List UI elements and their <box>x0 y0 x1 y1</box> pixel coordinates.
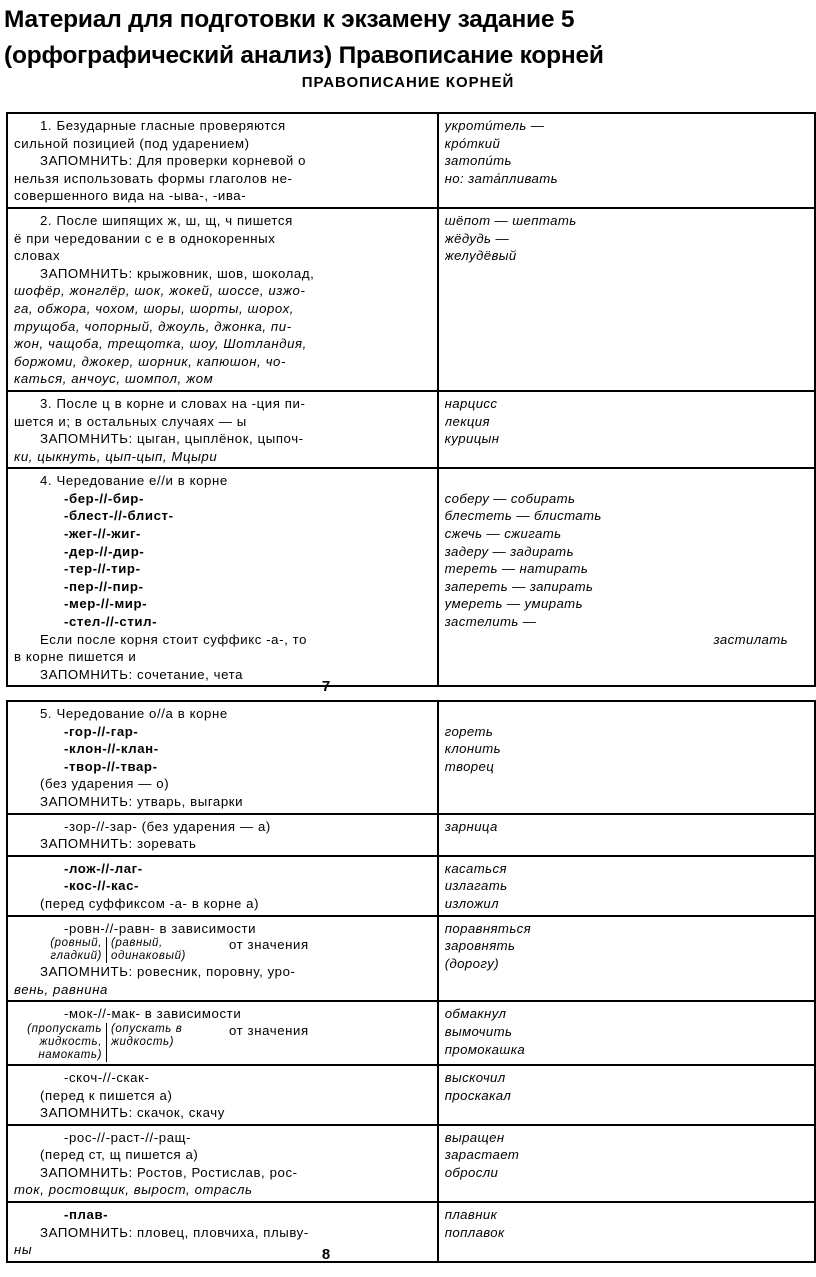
example-line: укротúтель — <box>444 118 545 133</box>
example-line: лекция <box>444 413 490 429</box>
example-line: творец <box>444 758 495 774</box>
example-line: застелить — <box>444 614 537 630</box>
example-line: изложил <box>444 895 499 911</box>
rule-line: -тер-//-тир- <box>64 561 141 577</box>
example-line: излагать <box>444 878 508 894</box>
rule-line: ЗАПОМНИТЬ: ровесник, поровну, уро- <box>40 964 296 980</box>
rule-examples-cell <box>438 1001 815 1065</box>
example-line: кро́ткий <box>444 135 501 151</box>
example-line: клонить <box>444 741 501 757</box>
rule-row <box>7 1065 815 1125</box>
example-line: сжечь — сжигать <box>444 526 562 542</box>
rule-line: ЗАПОМНИТЬ: утварь, выгарки <box>40 793 244 809</box>
example-line: вымочить <box>444 1023 513 1039</box>
example-line: обмакнул <box>444 1006 507 1022</box>
rule-line: жон, чащоба, трещотка, шоу, Шотландия, <box>14 336 307 352</box>
rule-line: -клон-//-клан- <box>64 741 159 757</box>
rule-text-cell <box>7 391 438 468</box>
rule-line: 1. Безударные гласные проверяются <box>40 118 286 133</box>
rule-line: -рос-//-раст-//-ращ- <box>64 1129 192 1145</box>
rule-text-cell <box>7 208 438 391</box>
example-line: затопúть <box>444 153 512 169</box>
rule-line: -кос-//-кас- <box>64 878 140 894</box>
rule-line: 5. Чередование о//а в корне <box>40 706 228 721</box>
rule-line: словах <box>14 248 61 264</box>
example-line: умереть — умирать <box>444 596 583 612</box>
rule-row <box>7 814 815 856</box>
rule-line: га, обжора, чохом, шоры, шорты, шорох, <box>14 300 295 316</box>
rule-line: нельзя использовать формы глаголов не- <box>14 170 293 186</box>
rule-line: вень, равнина <box>14 981 108 997</box>
rule-line: -жег-//-жиг- <box>64 526 142 542</box>
rule-line: 3. После ц в корне и словах на -ция пи- <box>40 395 306 411</box>
rule-examples-cell <box>438 701 815 814</box>
example-line: плавник <box>444 1207 498 1223</box>
rule-row <box>7 856 815 916</box>
rule-line: совершенного вида на -ыва-, -ива- <box>14 188 247 204</box>
rule-line: ЗАПОМНИТЬ: цыган, цыплёнок, цыпоч- <box>40 431 304 447</box>
rule-line: -бер-//-бир- <box>64 490 144 506</box>
meaning-note: от значения <box>229 937 309 953</box>
rule-examples-cell <box>438 113 815 208</box>
example-line: задеру — задирать <box>444 543 574 559</box>
rule-row <box>7 701 815 814</box>
example-line: заровнять <box>444 938 516 954</box>
rule-row <box>7 1001 815 1065</box>
example-line: курицын <box>444 431 500 447</box>
rule-line: -ровн-//-равн- в зависимости <box>64 920 257 936</box>
rule-line: ЗАПОМНИТЬ: скачок, скачу <box>40 1105 225 1121</box>
rule-examples-cell <box>438 814 815 856</box>
rule-row <box>7 916 815 1002</box>
rule-line: ки, цыкнуть, цып-цып, Мцыри <box>14 448 218 464</box>
rule-row <box>7 391 815 468</box>
meaning-note: (равный, одинаковый) <box>111 937 186 963</box>
example-line: зарница <box>444 818 498 834</box>
rule-examples-cell <box>438 208 815 391</box>
example-line: поравняться <box>444 920 532 936</box>
rule-line: боржоми, джокер, шорник, капюшон, чо- <box>14 353 286 369</box>
page-number-8: 8 <box>321 1246 331 1263</box>
rule-examples-cell <box>438 856 815 916</box>
rule-text-cell <box>7 1125 438 1202</box>
meaning-note: (опускать в жидкость) <box>111 1022 183 1048</box>
rule-text-cell <box>7 1001 438 1065</box>
page-number-7: 7 <box>321 678 331 695</box>
rule-line: -блест-//-блист- <box>64 508 174 524</box>
rule-line: ё при чередовании с е в однокоренных <box>14 230 276 246</box>
example-line <box>445 472 808 490</box>
rule-line: -дер-//-дир- <box>64 543 145 559</box>
rule-examples-cell <box>438 1065 815 1125</box>
rule-line: -скоч-//-скак- <box>64 1069 150 1085</box>
rule-line: (перед к пишется а) <box>40 1087 173 1103</box>
rule-line: 2. После шипящих ж, ш, щ, ч пишется <box>40 212 293 228</box>
rule-examples-cell <box>438 1125 815 1202</box>
rule-line: 4. Чередование е//и в корне <box>40 473 228 489</box>
example-line: жёдудь — <box>444 230 510 246</box>
example-line: но: зата́пливать <box>444 170 558 186</box>
rule-line: (перед ст, щ пишется а) <box>40 1147 199 1163</box>
rules-table-page-7 <box>6 112 816 687</box>
rule-line: -стел-//-стил- <box>64 614 158 630</box>
rule-row <box>7 113 815 208</box>
rule-line: (без ударения — о) <box>40 776 170 792</box>
rule-line: ЗАПОМНИТЬ: Ростов, Ростислав, рос- <box>40 1164 298 1180</box>
rule-line: -твор-//-твар- <box>64 758 158 774</box>
rule-line: -зор-//-зар- (без ударения — а) <box>64 818 271 834</box>
rule-line: ток, ростовщик, вырост, отрасль <box>14 1182 253 1198</box>
rule-examples-cell <box>438 468 815 686</box>
meaning-split <box>14 937 431 963</box>
meaning-note: от значения <box>229 1022 309 1038</box>
rule-line: ЗАПОМНИТЬ: сочетание, чета <box>40 666 244 682</box>
rule-line: ЗАПОМНИТЬ: зоревать <box>40 836 197 852</box>
rule-line: -гор-//-гар- <box>64 723 139 739</box>
example-line: нарцисс <box>444 395 498 411</box>
example-line: касаться <box>444 860 507 876</box>
rule-line: -мер-//-мир- <box>64 596 148 612</box>
example-line: застилать <box>713 631 788 647</box>
title-line-1: Материал для подготовки к экзамену задание 5 <box>4 6 575 33</box>
meaning-note: (пропускать жидкость, намокать) <box>14 1023 107 1062</box>
rule-line: шется и; в остальных случаях — ы <box>14 413 247 429</box>
example-line: шёпот — шептать <box>444 212 577 228</box>
rule-examples-cell <box>438 391 815 468</box>
meaning-split <box>14 1023 431 1062</box>
rule-row <box>7 468 815 686</box>
example-line: обросли <box>444 1164 499 1180</box>
example-line: проскакал <box>444 1087 512 1103</box>
rule-line: трущоба, чопорный, джоуль, джонка, пи- <box>14 318 292 334</box>
example-line: (дорогу) <box>444 955 500 971</box>
example-line: гореть <box>444 723 494 739</box>
rule-line: шофёр, жонглёр, шок, жокей, шоссе, изжо- <box>14 283 306 299</box>
example-line: промокашка <box>444 1041 526 1057</box>
rule-text-cell <box>7 856 438 916</box>
rule-line: ЗАПОМНИТЬ: пловец, пловчиха, плыву- <box>40 1224 309 1240</box>
rule-text-cell <box>7 701 438 814</box>
rule-line: -плав- <box>64 1207 109 1223</box>
title-line-2: (орфографический анализ) Правописание корней <box>4 42 604 69</box>
rule-line: -лож-//-лаг- <box>64 860 143 876</box>
rule-text-cell <box>7 916 438 1002</box>
rule-line: ЗАПОМНИТЬ: крыжовник, шов, шоколад, <box>40 265 315 281</box>
meaning-note: (ровный, гладкий) <box>14 937 107 963</box>
example-line: поплавок <box>444 1224 505 1240</box>
rule-text-cell <box>7 814 438 856</box>
rule-line: -мок-//-мак- в зависимости <box>64 1006 242 1022</box>
rule-line: (перед суффиксом -а- в корне а) <box>40 895 260 911</box>
example-line: тереть — натирать <box>444 561 589 577</box>
rule-line: ны <box>14 1242 33 1258</box>
rule-text-cell <box>7 468 438 686</box>
rule-line: каться, анчоус, шомпол, жом <box>14 371 214 387</box>
example-line: запереть — запирать <box>444 578 594 594</box>
example-line: выскочил <box>444 1069 506 1085</box>
example-line: зарастает <box>444 1147 520 1163</box>
rule-row <box>7 208 815 391</box>
rule-row <box>7 1125 815 1202</box>
example-line <box>445 705 808 723</box>
section-heading: ПРАВОПИСАНИЕ КОРНЕЙ <box>301 74 515 91</box>
rule-text-cell <box>7 113 438 208</box>
example-line: блестеть — блистать <box>444 508 602 524</box>
rule-text-cell <box>7 1065 438 1125</box>
rule-examples-cell <box>438 916 815 1002</box>
rule-line: ЗАПОМНИТЬ: Для проверки корневой о <box>40 153 307 169</box>
example-line: желудёвый <box>444 248 517 264</box>
rule-line: сильной позицией (под ударением) <box>14 135 250 151</box>
rule-line: в корне пишется и <box>14 649 137 665</box>
rule-line: -пер-//-пир- <box>64 578 144 594</box>
rule-line: Если после корня стоит суффикс -а-, то <box>40 631 308 647</box>
rules-table-page-8 <box>6 700 816 1263</box>
document-title <box>4 2 804 74</box>
example-line: выращен <box>444 1129 505 1145</box>
example-line: соберу — собирать <box>444 490 576 506</box>
